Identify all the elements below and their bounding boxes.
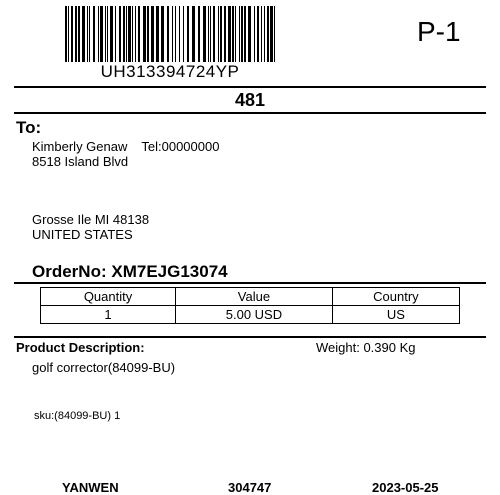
barcode-bar	[261, 6, 262, 62]
barcode-bar	[172, 6, 173, 62]
barcode-bar	[264, 6, 265, 62]
table-row	[41, 306, 460, 324]
barcode-bar	[68, 6, 69, 62]
divider	[14, 112, 486, 114]
route-code: 481	[234, 90, 266, 110]
barcode-bar	[175, 6, 176, 62]
barcode-bar	[119, 6, 121, 62]
barcode-bar	[132, 6, 133, 62]
barcode-image	[65, 6, 275, 62]
cell-value: 5.00 USD	[176, 306, 333, 324]
barcode-bar	[241, 6, 243, 62]
product-description-label: Product Description:	[16, 340, 145, 355]
footer-code: 304747	[228, 480, 272, 495]
items-table	[40, 287, 460, 324]
barcode-bar	[203, 6, 206, 62]
footer-carrier: YANWEN	[62, 480, 119, 495]
tracking-number: UH313394724YP	[100, 62, 240, 81]
header-value: Value	[176, 288, 333, 306]
barcode-bar	[89, 6, 90, 62]
divider	[14, 86, 486, 88]
barcode-bar	[239, 6, 240, 62]
to-label: To:	[16, 118, 42, 137]
barcode-bar	[244, 6, 246, 62]
barcode-bar	[87, 6, 88, 62]
barcode-bar	[115, 6, 116, 62]
barcode-bar	[100, 6, 103, 62]
barcode-bar	[156, 6, 159, 62]
barcode-bar	[228, 6, 231, 62]
barcode-bar	[192, 6, 195, 62]
recipient-country: UNITED STATES	[32, 227, 133, 242]
barcode-bar	[78, 6, 80, 62]
recipient-tel: Tel:00000000	[141, 139, 220, 154]
divider	[14, 336, 486, 338]
barcode-bar	[187, 6, 189, 62]
barcode-bar	[71, 6, 73, 62]
barcode-bar	[235, 6, 236, 62]
barcode-bar	[198, 6, 200, 62]
recipient-name-line	[32, 139, 219, 154]
product-weight: Weight: 0.390 Kg	[316, 340, 416, 355]
barcode-bar	[274, 6, 275, 62]
barcode-bar	[151, 6, 154, 62]
barcode-bar	[65, 6, 67, 62]
barcode-bar	[232, 6, 234, 62]
barcode-bar	[143, 6, 146, 62]
order-number	[32, 262, 228, 282]
barcode-bar	[179, 6, 180, 62]
divider	[14, 282, 486, 284]
barcode-bar	[167, 6, 169, 62]
barcode-bar	[248, 6, 251, 62]
barcode-bar	[267, 6, 269, 62]
barcode-bar	[183, 6, 184, 62]
recipient-city-line: Grosse Ile MI 48138	[32, 212, 150, 227]
barcode-bar	[135, 6, 136, 62]
barcode-bar	[82, 6, 85, 62]
barcode-bar	[75, 6, 77, 62]
header-country: Country	[332, 288, 459, 306]
barcode-bar	[208, 6, 209, 62]
barcode-bar	[93, 6, 95, 62]
barcode-bar	[147, 6, 149, 62]
recipient-street: 8518 Island Blvd	[32, 154, 129, 169]
barcode-bar	[270, 6, 273, 62]
product-sku: sku:(84099-BU) 1	[34, 410, 121, 422]
table-header-row	[41, 288, 460, 306]
product-description: golf corrector(84099-BU)	[32, 360, 176, 375]
barcode-bar	[213, 6, 215, 62]
barcode-bar	[254, 6, 255, 62]
barcode-bar	[224, 6, 226, 62]
barcode-bar	[123, 6, 125, 62]
barcode-bar	[218, 6, 219, 62]
order-value: XM7EJG13074	[111, 262, 228, 281]
footer-date: 2023-05-25	[372, 480, 439, 495]
cell-quantity: 1	[41, 306, 176, 324]
barcode-bar	[126, 6, 127, 62]
barcode-bar	[257, 6, 259, 62]
barcode-bar	[210, 6, 211, 62]
recipient-name: Kimberly Genaw	[32, 139, 128, 154]
barcode-bar	[161, 6, 164, 62]
header-quantity: Quantity	[41, 288, 176, 306]
barcode-bar	[105, 6, 106, 62]
barcode-bar	[110, 6, 113, 62]
barcode-bar	[138, 6, 140, 62]
barcode-bar	[107, 6, 108, 62]
barcode-bar	[220, 6, 222, 62]
cell-country: US	[332, 306, 459, 324]
barcode-bar	[128, 6, 131, 62]
order-label: OrderNo:	[32, 262, 107, 281]
page-tag: P-1	[417, 16, 461, 47]
barcode-bar	[98, 6, 99, 62]
